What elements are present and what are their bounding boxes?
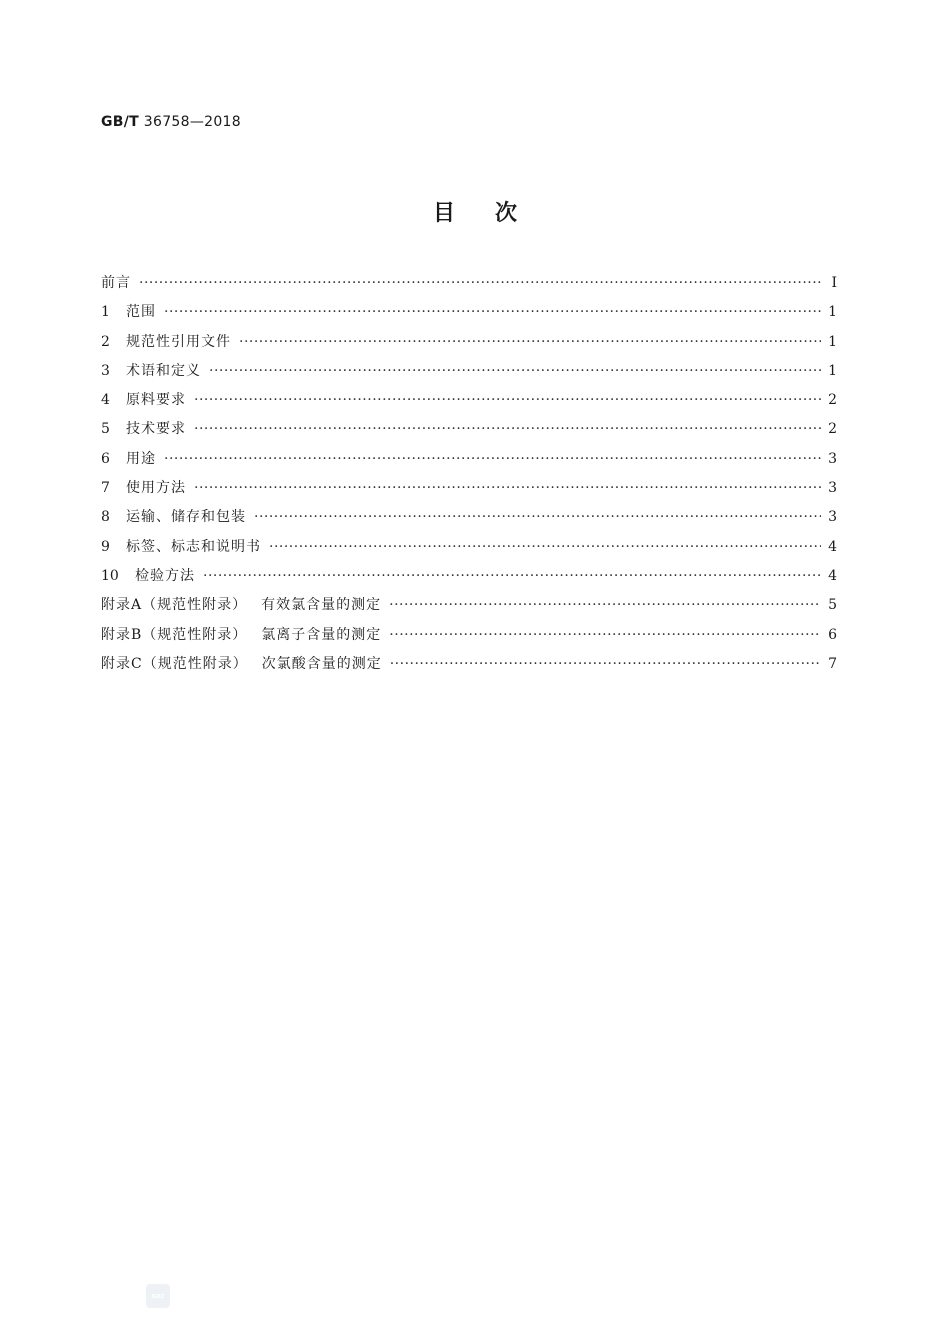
toc-entry-label (126, 301, 156, 321)
toc-entry[interactable] (101, 653, 837, 682)
table-of-contents (101, 272, 837, 682)
toc-entry-page: Ⅰ (831, 275, 837, 291)
toc-entry-number: 9 (101, 538, 110, 555)
toc-entry-page: 1 (828, 362, 837, 379)
toc-entry-title: 附录B（规范性附录） (101, 626, 248, 643)
toc-entry[interactable] (101, 301, 837, 330)
standard-prefix: GB/T (101, 114, 140, 130)
toc-entry-page: 3 (828, 509, 837, 526)
toc-entry-number: 1 (101, 304, 110, 321)
toc-entry-number: 7 (101, 480, 110, 497)
toc-entry-title: 规范性引用文件 (126, 333, 231, 350)
toc-entry-number: 8 (101, 509, 110, 526)
toc-entry-label (126, 477, 186, 497)
toc-entry[interactable] (101, 536, 837, 565)
toc-entry-title: 术语和定义 (126, 362, 201, 379)
toc-leader-dots (269, 539, 821, 555)
toc-entry-number: 4 (101, 392, 110, 409)
toc-entry-label (101, 624, 381, 644)
toc-entry-title: 检验方法 (135, 567, 195, 584)
toc-entry-page: 6 (828, 626, 837, 643)
toc-entry-title: 技术要求 (126, 421, 186, 438)
toc-entry[interactable] (101, 448, 837, 477)
toc-leader-dots (194, 480, 821, 496)
toc-entry-page: 5 (828, 597, 837, 614)
toc-entry-label (126, 506, 246, 526)
toc-entry-page: 1 (828, 304, 837, 321)
toc-entry-title: 用途 (126, 450, 156, 467)
toc-entry-page: 2 (828, 392, 837, 409)
toc-entry-label (101, 594, 381, 614)
toc-entry-number: 10 (101, 567, 119, 584)
toc-entry-number: 6 (101, 450, 110, 467)
toc-entry-title: 标签、标志和说明书 (126, 538, 261, 555)
toc-leader-dots (164, 451, 821, 467)
toc-leader-dots (139, 275, 821, 291)
toc-leader-dots (194, 392, 821, 408)
page-title: 目次 (432, 201, 557, 226)
toc-entry[interactable] (101, 477, 837, 506)
toc-entry-subtitle: 次氯酸含量的测定 (261, 655, 382, 672)
toc-entry-page: 2 (828, 421, 837, 438)
standard-number: 36758—2018 (143, 114, 241, 130)
toc-entry[interactable] (101, 272, 837, 301)
toc-entry-title: 范围 (126, 304, 156, 321)
toc-entry-title: 运输、储存和包装 (126, 509, 246, 526)
toc-leader-dots (209, 363, 821, 379)
toc-entry[interactable] (101, 624, 837, 653)
standard-code (101, 114, 241, 130)
toc-leader-dots (254, 509, 821, 525)
toc-entry-label (126, 360, 201, 380)
toc-entry-number: 5 (101, 421, 110, 438)
toc-leader-dots (239, 334, 821, 350)
toc-entry-title: 附录A（规范性附录） (101, 597, 248, 614)
toc-entry[interactable] (101, 331, 837, 360)
toc-entry-label (126, 389, 186, 409)
toc-entry-label (126, 448, 156, 468)
sac-logo-icon: sac (146, 1284, 170, 1308)
toc-entry-number: 3 (101, 362, 110, 379)
toc-entry[interactable] (101, 565, 837, 594)
toc-entry-label (101, 653, 382, 673)
toc-entry-label (126, 536, 261, 556)
toc-entry-page: 1 (828, 333, 837, 350)
toc-entry-subtitle: 有效氯含量的测定 (261, 597, 382, 614)
toc-leader-dots (164, 304, 821, 320)
toc-entry-number: 2 (101, 333, 110, 350)
toc-entry-label (126, 418, 186, 438)
toc-entry-page: 4 (828, 567, 837, 584)
toc-entry-title: 使用方法 (126, 480, 186, 497)
toc-entry[interactable] (101, 389, 837, 418)
toc-entry-page: 3 (828, 450, 837, 467)
toc-entry-page: 3 (828, 480, 837, 497)
toc-entry-subtitle: 氯离子含量的测定 (261, 626, 382, 643)
toc-leader-dots (390, 656, 821, 672)
toc-leader-dots (194, 421, 821, 437)
toc-entry-label (101, 272, 131, 292)
toc-entry-page: 4 (828, 538, 837, 555)
toc-entry[interactable] (101, 360, 837, 389)
toc-leader-dots (389, 597, 821, 613)
toc-entry-title: 原料要求 (126, 392, 186, 409)
toc-entry[interactable] (101, 594, 837, 623)
toc-entry-label (135, 565, 195, 585)
toc-entry-title: 附录C（规范性附录） (101, 655, 248, 672)
toc-leader-dots (203, 568, 821, 584)
toc-entry-page: 7 (828, 655, 837, 672)
toc-entry[interactable] (101, 418, 837, 447)
toc-entry[interactable] (101, 506, 837, 535)
toc-entry-title: 前言 (101, 275, 131, 291)
toc-entry-label (126, 331, 231, 351)
toc-leader-dots (389, 627, 821, 643)
